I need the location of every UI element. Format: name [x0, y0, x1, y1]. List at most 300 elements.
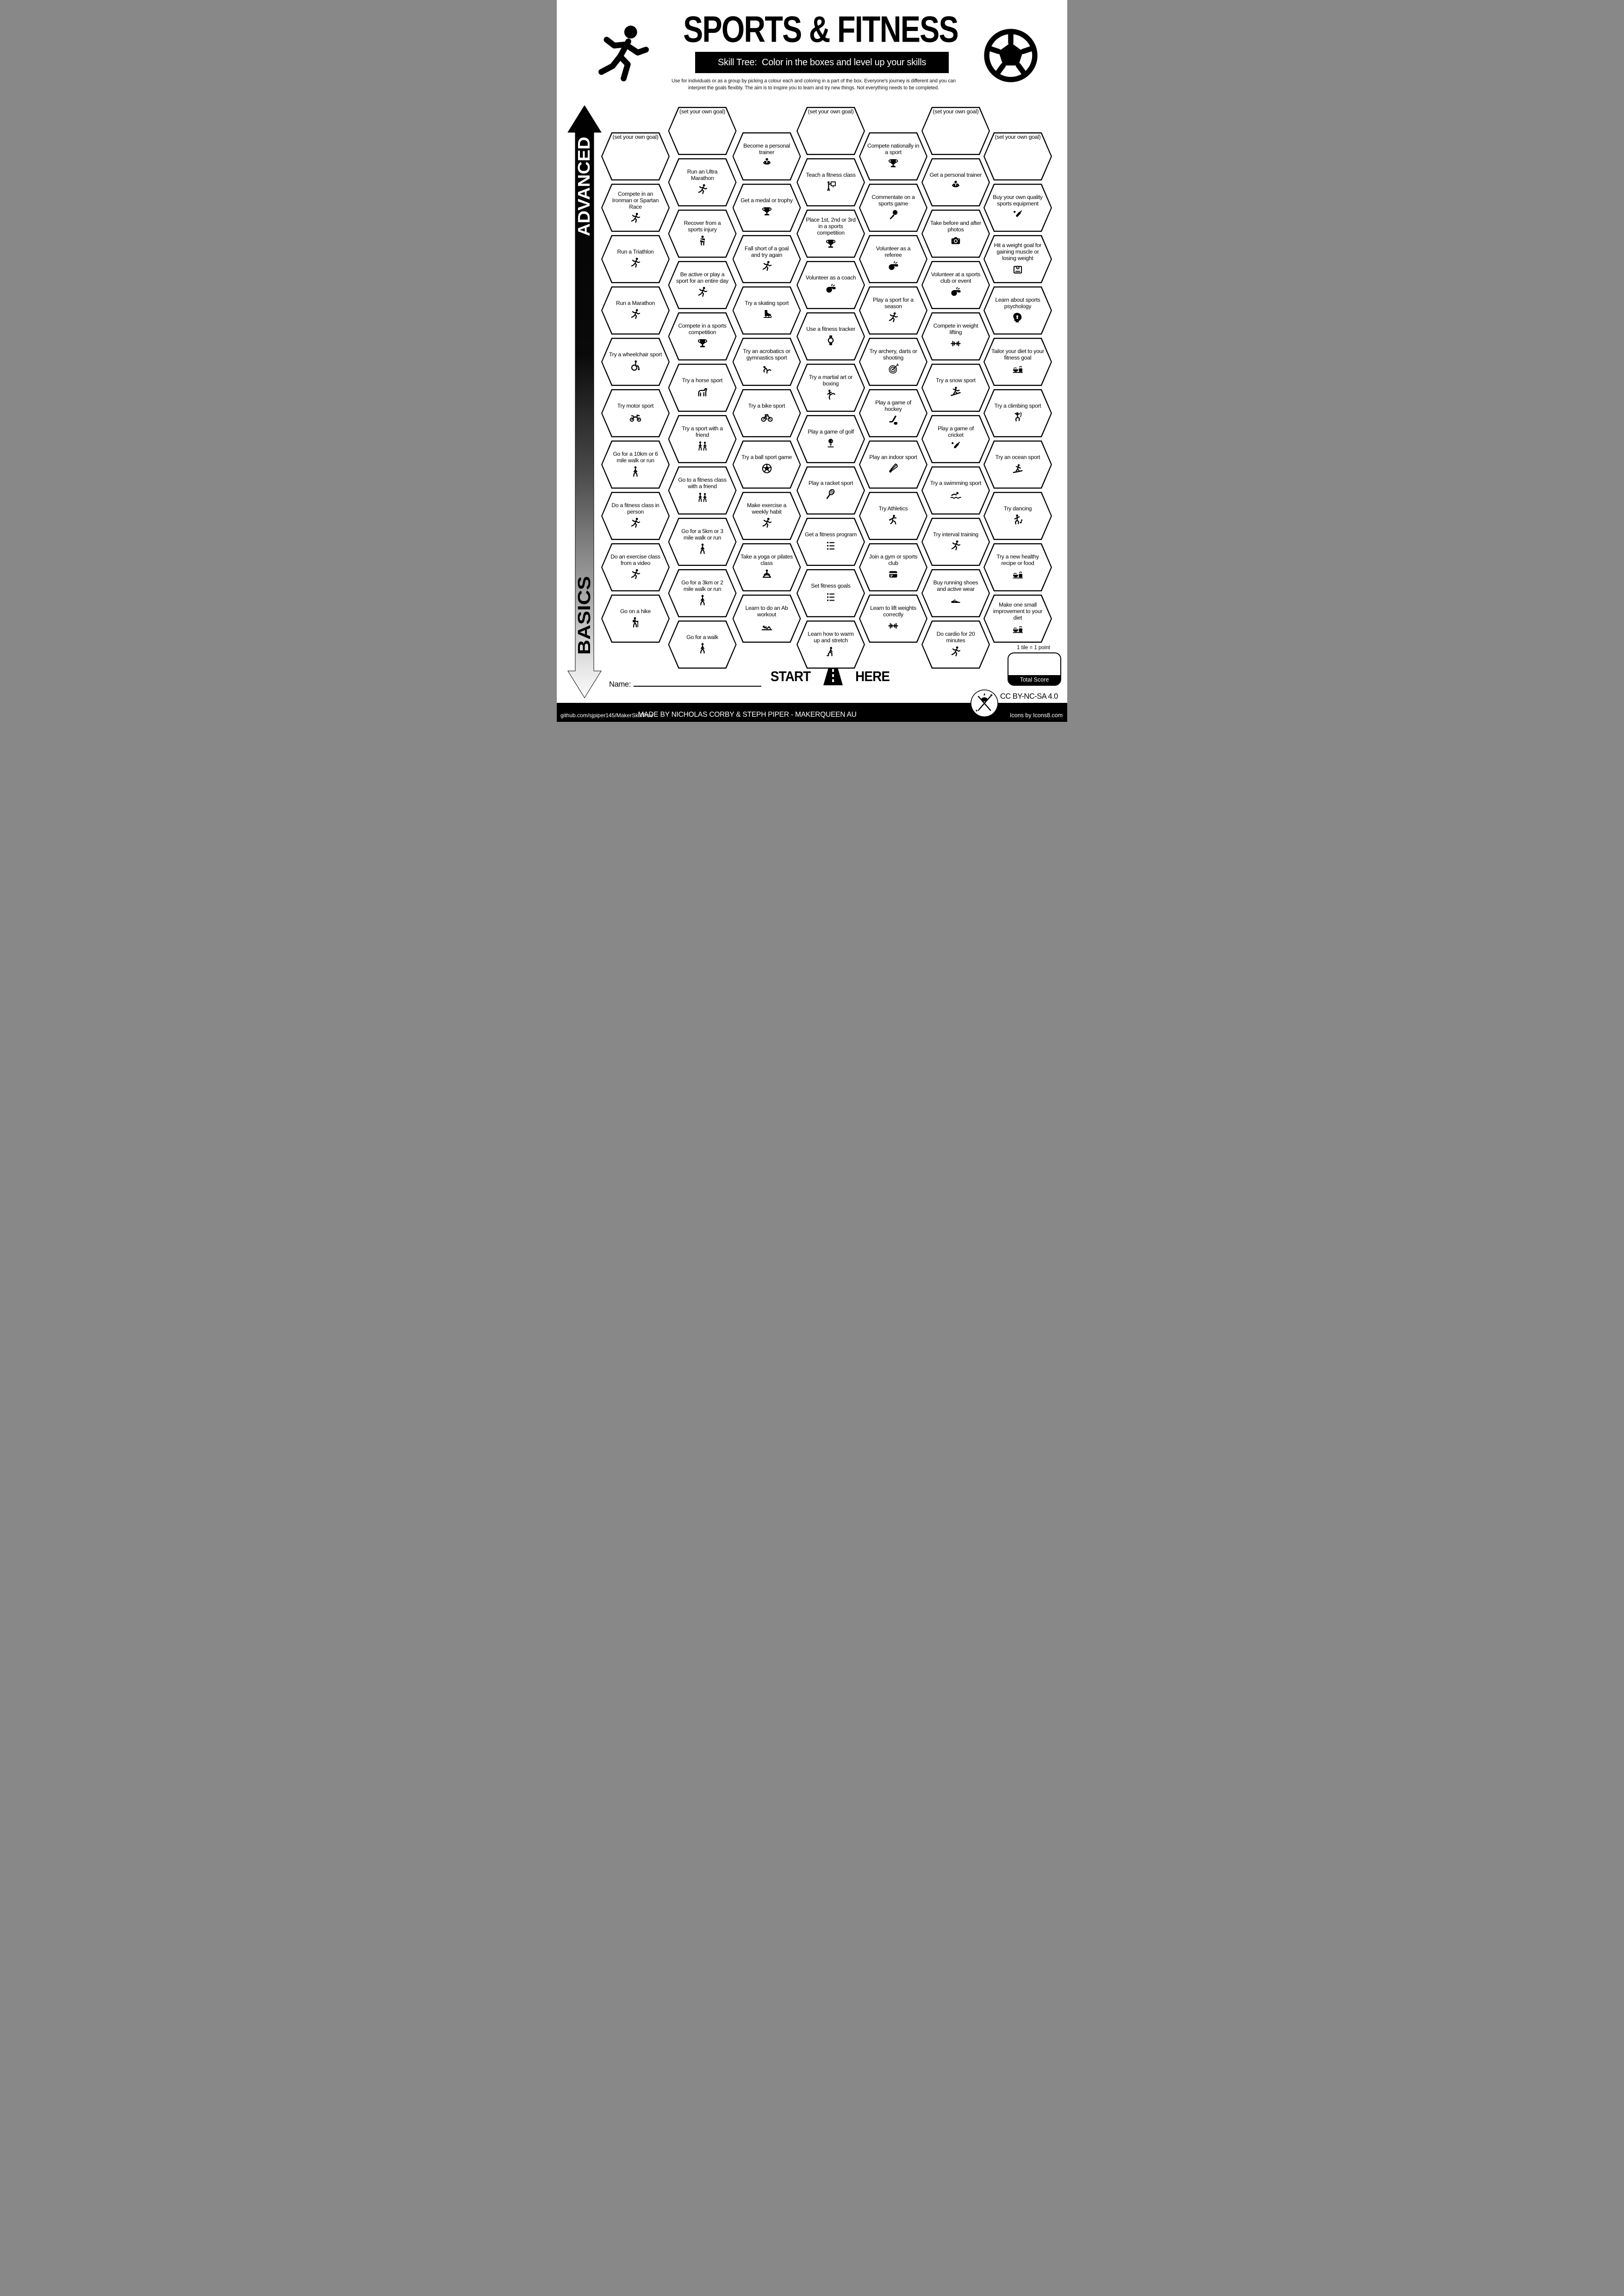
hex-label: Use a fitness tracker — [806, 326, 855, 333]
subtitle-text: Skill Tree: Color in the boxes and level up your skills — [717, 57, 927, 68]
hex-tile[interactable] — [859, 184, 927, 232]
hex-label: Recover from a sports injury — [684, 220, 721, 233]
hex-tile[interactable] — [601, 184, 670, 232]
hex-content — [921, 415, 990, 463]
hex-label: Run an Ultra Marathon — [687, 168, 718, 181]
hex-content — [983, 286, 1052, 335]
hex-content — [733, 543, 801, 591]
hex-label: Go for a 3km or 2 mile walk or run — [681, 579, 723, 592]
surfer-icon — [1011, 462, 1025, 475]
hex-tile[interactable] — [733, 132, 801, 180]
hex-content — [983, 389, 1052, 437]
hex-tile[interactable] — [601, 543, 670, 591]
hex-content — [796, 466, 865, 515]
hex-tile[interactable] — [921, 312, 990, 360]
cricket-bat-icon — [1011, 209, 1025, 221]
hex-content — [921, 364, 990, 412]
hex-label: (set your own goal) — [995, 134, 1041, 140]
hex-tile[interactable] — [601, 595, 670, 643]
hex-tile[interactable] — [796, 158, 865, 206]
hex-label: Try a snow sport — [936, 377, 976, 384]
hex-label: Play a sport for a season — [873, 297, 914, 310]
hex-tile[interactable] — [859, 389, 927, 437]
hex-content — [601, 132, 670, 180]
hex-tile[interactable] — [601, 492, 670, 540]
hex-content — [733, 441, 801, 489]
target-arrow-icon — [886, 363, 900, 375]
hex-label: Try a sport with a friend — [682, 425, 723, 438]
hex-label: Try a skating sport — [744, 300, 789, 307]
hex-label: (set your own goal) — [808, 108, 854, 115]
hex-tile[interactable] — [859, 338, 927, 386]
hex-tile[interactable] — [921, 621, 990, 669]
hex-label: Commentate on a sports game — [871, 194, 915, 207]
person-walk-icon — [696, 642, 709, 655]
hex-content — [601, 235, 670, 283]
poster — [557, 0, 1067, 722]
hex-label: Run a Triathlon — [617, 248, 654, 255]
hex-label: Try an acrobatics or gymnastics sport — [743, 348, 790, 361]
hex-tile[interactable] — [796, 466, 865, 515]
hex-content — [921, 312, 990, 360]
microphone-icon — [886, 209, 900, 221]
hex-label: Learn to do an Ab workout — [745, 605, 788, 618]
hex-content — [796, 261, 865, 309]
hex-tile[interactable] — [859, 595, 927, 643]
hex-content — [859, 441, 927, 489]
hex-tile[interactable] — [668, 518, 737, 566]
page-title: SPORTS & FITNESS — [683, 9, 958, 50]
hex-label: Play an indoor sport — [869, 454, 917, 461]
person-run-icon — [628, 517, 642, 529]
hex-content — [983, 595, 1052, 643]
hex-tile[interactable] — [601, 441, 670, 489]
hex-tile[interactable] — [601, 235, 670, 283]
hex-content — [921, 107, 990, 155]
hex-content — [733, 235, 801, 283]
name-label: Name: — [609, 680, 631, 689]
trophy-icon — [696, 337, 709, 350]
shuttlecock-icon — [886, 462, 900, 475]
hex-tile[interactable] — [668, 466, 737, 515]
climber-icon — [1011, 411, 1025, 423]
hex-label: Compete in a sports competition — [678, 323, 727, 335]
hex-tile[interactable] — [859, 441, 927, 489]
hex-content — [601, 338, 670, 386]
hex-tile[interactable] — [733, 389, 801, 437]
hex-label: Run a Marathon — [616, 300, 655, 307]
hex-content — [733, 595, 801, 643]
healthy-food-icon — [1011, 363, 1025, 375]
road-icon — [819, 667, 847, 686]
hex-tile[interactable] — [983, 184, 1052, 232]
hex-content — [733, 338, 801, 386]
hex-content — [859, 286, 927, 335]
hex-content — [921, 569, 990, 617]
person-run-icon — [696, 183, 709, 196]
hex-tile[interactable] — [601, 286, 670, 335]
person-run-icon — [760, 517, 774, 529]
hex-label: Volunteer as a coach — [805, 274, 856, 281]
hex-content — [859, 184, 927, 232]
hex-tile[interactable] — [796, 569, 865, 617]
hex-tile[interactable] — [983, 235, 1052, 283]
hex-label: Play a game of golf — [808, 428, 854, 435]
score-write-area[interactable] — [1008, 653, 1060, 675]
hex-content — [859, 492, 927, 540]
hex-label: Try a swimming sport — [930, 480, 982, 487]
hex-content — [796, 518, 865, 566]
hex-label: Try a horse sport — [682, 377, 723, 384]
person-walk-icon — [696, 543, 709, 555]
hex-content — [796, 107, 865, 155]
motorbike-icon — [628, 411, 642, 423]
hex-tile[interactable] — [983, 441, 1052, 489]
hex-tile[interactable] — [668, 261, 737, 309]
horse-icon — [696, 385, 709, 398]
difficulty-arrow — [567, 105, 602, 698]
hex-label: Get a medal or trophy — [740, 197, 793, 204]
hex-label: Try a wheelchair sport — [609, 351, 662, 358]
hex-label: Hit a weight goal for gaining muscle or losing weight — [994, 242, 1042, 261]
hex-content — [983, 492, 1052, 540]
list-icon — [824, 591, 838, 603]
hex-label: Tailor your diet to your fitness goal — [991, 348, 1044, 361]
hex-content — [668, 518, 737, 566]
bicycle-icon — [760, 411, 774, 423]
dumbbell-icon — [886, 620, 900, 632]
hex-tile[interactable] — [921, 569, 990, 617]
hex-tile[interactable] — [601, 132, 670, 180]
hex-content — [921, 621, 990, 669]
hex-label: Play a racket sport — [808, 480, 853, 487]
swimmer-icon — [949, 488, 963, 501]
healthy-food-icon — [1011, 568, 1025, 581]
hex-label: Try a new healthy recipe or food — [996, 553, 1039, 566]
footer-repo-url: github.com/sjpiper145/MakerSkillTree — [560, 712, 653, 719]
hex-content — [983, 184, 1052, 232]
trophy-icon — [824, 238, 838, 250]
hex-content — [733, 389, 801, 437]
people-two-icon — [696, 491, 709, 504]
hex-tile[interactable] — [859, 492, 927, 540]
hex-label: Try a bike sport — [748, 403, 785, 410]
hex-tile[interactable] — [601, 389, 670, 437]
hex-label: Place 1st, 2nd or 3rd in a sports competition — [806, 217, 856, 236]
hex-label: Go for a walk — [686, 634, 718, 641]
hex-tile[interactable] — [796, 312, 865, 360]
hex-content — [668, 210, 737, 258]
hex-label: Try a ball sport game — [741, 454, 792, 461]
hex-tile[interactable] — [733, 543, 801, 591]
list-icon — [824, 540, 838, 552]
hex-label: Take a yoga or pilates class — [740, 553, 793, 566]
hex-content — [601, 543, 670, 591]
description-line-1: Use for individuals or as a group by picking a colour each and coloring in a part of the box. Everyone's journey is different and you can — [671, 78, 956, 84]
hex-label: (set your own goal) — [679, 108, 725, 115]
teacher-board-icon — [824, 180, 838, 192]
hex-content — [859, 595, 927, 643]
hex-tile[interactable] — [733, 286, 801, 335]
whistle-icon — [949, 286, 963, 298]
hex-tile[interactable] — [921, 210, 990, 258]
hex-tile[interactable] — [859, 286, 927, 335]
hex-tile[interactable] — [668, 210, 737, 258]
hex-tile[interactable] — [668, 621, 737, 669]
hex-content — [601, 286, 670, 335]
makerqueen-logo — [970, 689, 999, 718]
name-row — [609, 679, 761, 689]
hex-tile[interactable] — [983, 389, 1052, 437]
wheelchair-icon — [628, 360, 642, 372]
person-walk-icon — [628, 465, 642, 478]
hex-tile[interactable] — [983, 132, 1052, 180]
hex-content — [921, 158, 990, 206]
hex-label: Do cardio for 20 minutes — [936, 631, 975, 644]
hex-content — [668, 569, 737, 617]
weight-scale-icon — [1011, 263, 1025, 276]
hex-content — [983, 338, 1052, 386]
hex-content — [668, 158, 737, 206]
hex-label: Set fitness goals — [811, 583, 851, 590]
trophy-icon — [886, 157, 900, 170]
hex-label: (set your own goal) — [612, 134, 659, 140]
healthy-food-icon — [1011, 623, 1025, 635]
hex-tile[interactable] — [983, 595, 1052, 643]
hex-content — [983, 235, 1052, 283]
hex-content — [733, 286, 801, 335]
person-run-icon — [628, 212, 642, 224]
hex-tile[interactable] — [668, 364, 737, 412]
hex-label: Teach a fitness class — [806, 172, 856, 179]
hex-tile[interactable] — [921, 158, 990, 206]
trainer-icon — [760, 157, 774, 170]
hex-content — [983, 441, 1052, 489]
hex-label: Play a game of cricket — [938, 425, 974, 438]
hex-tile[interactable] — [859, 132, 927, 180]
hex-label: Volunteer as a referee — [876, 245, 911, 258]
hex-content — [921, 210, 990, 258]
total-score-label: Total Score — [1008, 675, 1060, 685]
total-score-box[interactable] — [1008, 652, 1061, 686]
hex-content — [668, 364, 737, 412]
hex-label: Learn to lift weights correctly — [870, 605, 916, 618]
hex-label: Buy your own quality sports equipment — [993, 194, 1043, 207]
hex-label: Play a game of hockey — [875, 399, 911, 412]
hex-tile[interactable] — [796, 364, 865, 412]
hex-label: Take before and after photos — [930, 220, 981, 233]
hex-tile[interactable] — [983, 286, 1052, 335]
hex-tile[interactable] — [796, 518, 865, 566]
soccer-ball-icon — [760, 462, 774, 475]
here-label: HERE — [855, 668, 890, 684]
hex-label: Get a fitness program — [805, 531, 857, 538]
hex-tile[interactable] — [733, 235, 801, 283]
hex-content — [921, 466, 990, 515]
hex-label: Be active or play a sport for an entire day — [676, 271, 728, 284]
person-run-icon — [949, 540, 963, 552]
membership-card-icon — [886, 568, 900, 581]
head-psychology-icon — [1011, 311, 1025, 324]
name-input-line[interactable] — [634, 679, 761, 687]
hex-tile[interactable] — [733, 184, 801, 232]
racket-icon — [824, 488, 838, 501]
golf-ball-icon — [824, 437, 838, 449]
hex-label: Try motor sport — [617, 403, 654, 410]
subtitle-bar — [695, 52, 949, 73]
person-run-icon — [628, 568, 642, 581]
yoga-icon — [760, 568, 774, 581]
hex-content — [796, 415, 865, 463]
hiker-icon — [628, 616, 642, 629]
hex-content — [733, 492, 801, 540]
hex-content — [859, 543, 927, 591]
tile-point-note: 1 tile = 1 point — [1017, 645, 1050, 651]
dancer-icon — [1011, 514, 1025, 526]
ice-skate-icon — [760, 308, 774, 321]
person-run-icon — [949, 645, 963, 658]
hex-label: Buy running shoes and active wear — [933, 579, 978, 592]
start-label: START — [770, 668, 811, 684]
hex-tile[interactable] — [921, 518, 990, 566]
hex-content — [796, 569, 865, 617]
hex-label: Compete in an Ironman or Spartan Race — [612, 191, 659, 210]
hex-label: Get a personal trainer — [929, 172, 982, 179]
person-run-icon — [628, 257, 642, 269]
hex-label: Try a climbing sport — [994, 403, 1041, 410]
start-here — [749, 667, 911, 686]
hex-label: Join a gym or sports club — [869, 553, 918, 566]
hex-label: Try archery, darts or shooting — [869, 348, 917, 361]
martial-kick-icon — [824, 389, 838, 401]
hex-content — [601, 441, 670, 489]
hex-tile[interactable] — [733, 338, 801, 386]
hex-label: Try a martial art or boxing — [809, 374, 853, 387]
discus-thrower-icon — [886, 514, 900, 526]
hex-label: Make one small improvement to your diet — [993, 602, 1043, 621]
hex-content — [668, 621, 737, 669]
hex-content — [668, 312, 737, 360]
hex-content — [796, 621, 865, 669]
hex-label: Volunteer at a sports club or event — [931, 271, 981, 284]
hex-tile[interactable] — [859, 543, 927, 591]
hex-label: Go for a 5km or 3 mile walk or run — [681, 528, 723, 541]
hex-tile[interactable] — [796, 621, 865, 669]
running-shoe-icon — [949, 594, 963, 607]
hockey-icon — [886, 414, 900, 427]
hex-content — [733, 184, 801, 232]
hex-content — [668, 466, 737, 515]
hex-label: Make exercise a weekly habit — [747, 502, 786, 515]
hex-tile[interactable] — [921, 466, 990, 515]
hex-tile[interactable] — [733, 492, 801, 540]
hex-tile[interactable] — [733, 595, 801, 643]
whistle-icon — [824, 283, 838, 295]
hex-content — [921, 518, 990, 566]
whistle-icon — [886, 260, 900, 273]
axis-advanced-label: ADVANCED — [574, 143, 593, 236]
hex-content — [983, 132, 1052, 180]
license-text: CC BY-NC-SA 4.0 — [1000, 692, 1058, 701]
description-line-2: interpret the goals flexibly. The aim is to inspire you to learn and try new things. Not everything needs to be completed. — [688, 85, 940, 91]
hex-tile[interactable] — [796, 210, 865, 258]
footer-icons-credit: Icons by Icons8.com — [1010, 712, 1063, 719]
hex-label: Try dancing — [1003, 505, 1032, 512]
footer-credits: MADE BY NICHOLAS CORBY & STEPH PIPER - MAKERQUEEN AU — [638, 711, 857, 719]
axis-basics-label: BASICS — [575, 588, 594, 655]
hex-content — [601, 389, 670, 437]
hex-content — [668, 107, 737, 155]
hex-label: Compete nationally in a sport — [867, 143, 919, 155]
hex-tile[interactable] — [921, 415, 990, 463]
hex-tile[interactable] — [601, 338, 670, 386]
camera-icon — [949, 235, 963, 247]
hex-tile[interactable] — [796, 107, 865, 155]
hex-label: Compete in weight lifting — [933, 323, 978, 335]
hex-tile[interactable] — [668, 107, 737, 155]
hex-content — [921, 261, 990, 309]
hex-content — [859, 389, 927, 437]
hex-tile[interactable] — [983, 543, 1052, 591]
hex-content — [796, 364, 865, 412]
people-two-icon — [696, 440, 709, 453]
hex-tile[interactable] — [668, 415, 737, 463]
hex-tile[interactable] — [983, 338, 1052, 386]
hex-content — [859, 235, 927, 283]
hex-tile[interactable] — [921, 107, 990, 155]
hex-label: Try an ocean sport — [995, 454, 1040, 461]
soccer-ball-icon — [976, 20, 1046, 91]
hex-label: Become a personal trainer — [743, 143, 790, 155]
hex-content — [859, 338, 927, 386]
hex-label: (set your own goal) — [933, 108, 979, 115]
hex-label: Go for a 10km or 6 mile walk or run — [613, 451, 658, 464]
person-run-icon — [696, 286, 709, 298]
cricket-bat-icon — [949, 440, 963, 453]
hex-tile[interactable] — [983, 492, 1052, 540]
hex-content — [601, 595, 670, 643]
hex-label: Learn how to warm up and stretch — [808, 631, 854, 644]
hex-tile[interactable] — [668, 158, 737, 206]
hex-tile[interactable] — [796, 415, 865, 463]
hex-label: Try interval training — [933, 531, 978, 538]
hex-tile[interactable] — [733, 441, 801, 489]
hex-content — [796, 210, 865, 258]
hex-label: Do a fitness class in person — [611, 502, 660, 515]
trainer-icon — [949, 180, 963, 192]
hex-label: Go on a hike — [620, 608, 651, 615]
dumbbell-icon — [949, 337, 963, 350]
stretch-warmup-icon — [824, 645, 838, 658]
hex-tile[interactable] — [796, 261, 865, 309]
hex-tile[interactable] — [921, 364, 990, 412]
hex-tile[interactable] — [668, 312, 737, 360]
person-run-icon — [886, 311, 900, 324]
snowboarder-icon — [949, 385, 963, 398]
fitness-watch-icon — [824, 334, 838, 347]
situp-icon — [760, 620, 774, 632]
hex-content — [859, 132, 927, 180]
hex-tile[interactable] — [668, 569, 737, 617]
trophy-icon — [760, 205, 774, 218]
hex-tile[interactable] — [859, 235, 927, 283]
hex-tile[interactable] — [921, 261, 990, 309]
hex-label: Try Athletics — [878, 505, 908, 512]
hex-content — [601, 184, 670, 232]
hex-content — [601, 492, 670, 540]
hex-label: Go to a fitness class with a friend — [678, 477, 727, 490]
hex-content — [733, 132, 801, 180]
